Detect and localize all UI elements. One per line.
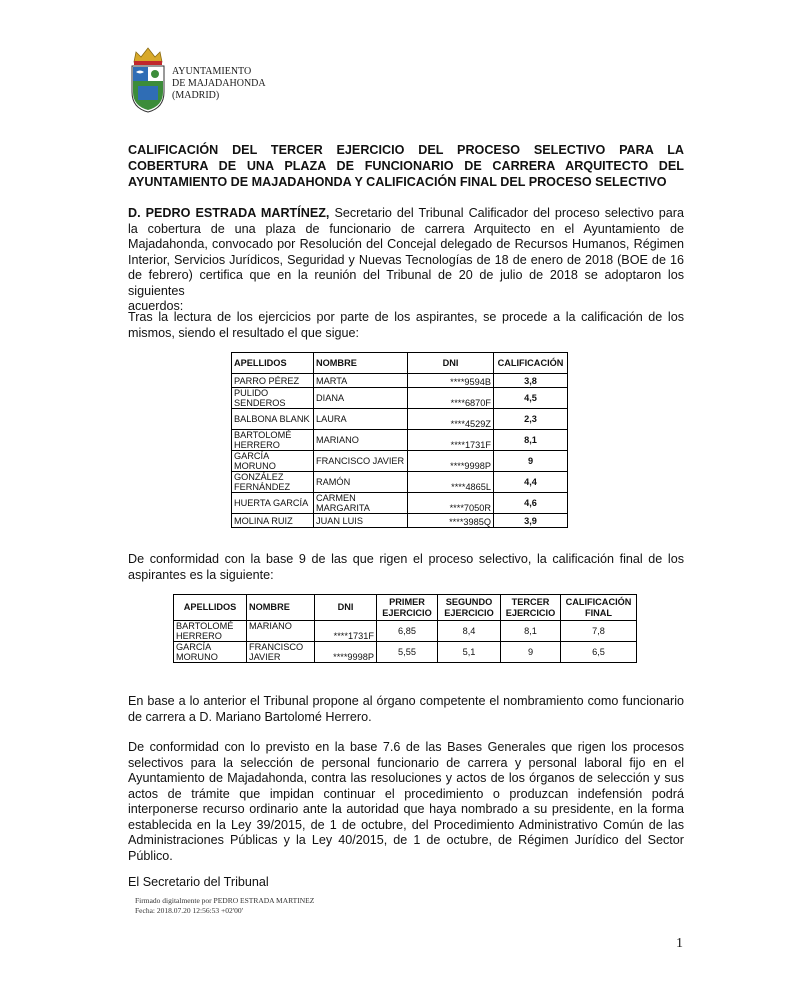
paragraph-line: selectivos para la selección de personal funcionario de carrera y personal laboral fijo en el: [128, 755, 684, 770]
apellidos-cell: BARTOLOMÉ HERRERO: [232, 430, 314, 451]
calificacion-cell: 9: [494, 451, 568, 472]
paragraph-line: Tras la lectura de los ejercicios por parte de los aspirantes, se procede a la calificación de los: [128, 310, 684, 324]
dni-cell: ****7050R: [408, 493, 494, 514]
proposal-paragraph: [128, 694, 684, 725]
apellidos-cell: PULIDO SENDEROS: [232, 388, 314, 409]
intro-text: la cobertura de una plaza de funcionario de carrera Arquitecto en el Ayuntamiento de: [128, 221, 684, 236]
table-row: [174, 621, 637, 642]
intro-text: Majadahonda, convocado por Resolución del Concejal delegado de Recursos Humanos, Régimen: [128, 237, 684, 251]
intro-paragraph: [128, 206, 684, 315]
signature-date: Fecha: 2018.07.20 12:56:53 +02'00': [135, 906, 243, 915]
column-header: NOMBRE: [247, 595, 315, 621]
paragraph-line: En base a lo anterior el Tribunal propone al órgano competente el nombramiento como funcionario: [128, 694, 684, 708]
intro-text: de febrero) certifica que en la reunión del Tribunal de 20 de julio de 2018 se adoptaron los siguientes: [128, 268, 684, 298]
apellidos-cell: GONZÁLEZ FERNÁNDEZ: [232, 472, 314, 493]
organization-name: [172, 66, 266, 102]
coat-of-arms-logo: [128, 44, 168, 114]
table-row: [232, 430, 568, 451]
first-exercise-cell: 5,55: [377, 642, 438, 663]
column-header: APELLIDOS: [174, 595, 247, 621]
calificacion-cell: 4,5: [494, 388, 568, 409]
nombre-cell: MARIANO: [247, 621, 315, 642]
calificacion-cell: 4,4: [494, 472, 568, 493]
dni-cell: ****1731F: [315, 621, 377, 642]
legal-paragraph: [128, 740, 684, 864]
column-header: APELLIDOS: [232, 353, 314, 374]
nombre-cell: RAMÓN: [314, 472, 408, 493]
third-exercise-cell: 8,1: [501, 621, 561, 642]
nombre-cell: FRANCISCO JAVIER: [247, 642, 315, 663]
title-line: CALIFICACIÓN DEL TERCER EJERCICIO DEL PROCESO SELECTIVO PARA LA: [128, 143, 684, 157]
paragraph-line: establecida en la Ley 39/2015, de 1 de octubre, del Procedimiento Administrativo Común de las: [128, 817, 684, 832]
column-header: CALIFICACIÓN: [494, 353, 568, 374]
final-grade-cell: 7,8: [561, 621, 637, 642]
paragraph-line: Ayuntamiento de Majadahonda, contra las resoluciones y actos de los órganos de selección y sus: [128, 771, 684, 785]
table-header-row: [232, 353, 568, 374]
org-line-2: DE MAJADAHONDA: [172, 78, 266, 89]
paragraph-line: De conformidad con la base 9 de las que rigen el proceso selectivo, la calificación final de los: [128, 552, 684, 566]
column-header: DNI: [408, 353, 494, 374]
apellidos-cell: MOLINA RUIZ: [232, 514, 314, 528]
column-header: TERCER EJERCICIO: [501, 595, 561, 621]
paragraph-line: Administraciones Públicas y la Ley 40/2015, de 1 de octubre, de Régimen Jurídico del Sector: [128, 833, 684, 847]
nombre-cell: FRANCISCO JAVIER: [314, 451, 408, 472]
page-number: 1: [676, 936, 683, 951]
apellidos-cell: BARTOLOMÉ HERRERO: [174, 621, 247, 642]
column-header: DNI: [315, 595, 377, 621]
dni-cell: ****6870F: [408, 388, 494, 409]
nombre-cell: DIANA: [314, 388, 408, 409]
column-header: NOMBRE: [314, 353, 408, 374]
column-header: CALIFICACIÓN FINAL: [561, 595, 637, 621]
dni-cell: ****9594B: [408, 374, 494, 388]
dni-cell: ****9998P: [315, 642, 377, 663]
paragraph-line: Público.: [128, 848, 173, 863]
paragraph-line: mismos, siendo el resultado el que sigue:: [128, 325, 360, 340]
table-row: [232, 374, 568, 388]
nombre-cell: MARTA: [314, 374, 408, 388]
org-line-1: AYUNTAMIENTO: [172, 66, 252, 77]
dni-cell: ****3985Q: [408, 514, 494, 528]
signature-role: El Secretario del Tribunal: [128, 875, 269, 889]
org-line-3: (MADRID): [172, 90, 220, 101]
dni-cell: ****1731F: [408, 430, 494, 451]
paragraph-line: aspirantes es la siguiente:: [128, 567, 274, 582]
third-exercise-cell: 9: [501, 642, 561, 663]
apellidos-cell: BALBONA BLANK: [232, 409, 314, 430]
intro-text: Interior, Servicios Jurídicos, Seguridad y Nuevas Tecnologías de 18 de enero de 2018 (BOE de 16: [128, 252, 684, 267]
paragraph-line: actos de trámite que impidan continuar el procedimiento o produzcan indefensión podrá: [128, 786, 684, 801]
paragraph-line: De conformidad con lo previsto en la base 7.6 de las Bases Generales que rigen los procesos: [128, 740, 684, 754]
column-header: PRIMER EJERCICIO: [377, 595, 438, 621]
results-intro-paragraph: [128, 310, 684, 341]
calificacion-cell: 4,6: [494, 493, 568, 514]
first-exercise-cell: 6,85: [377, 621, 438, 642]
document-title: [128, 142, 684, 190]
intro-text: acuerdos:: [128, 299, 184, 313]
table-row: [232, 472, 568, 493]
apellidos-cell: PARRO PÉREZ: [232, 374, 314, 388]
final-grade-cell: 6,5: [561, 642, 637, 663]
table-row: [174, 642, 637, 663]
secretary-name: D. PEDRO ESTRADA MARTÍNEZ,: [128, 206, 330, 220]
apellidos-cell: GARCÍA MORUNO: [174, 642, 247, 663]
paragraph-line: de carrera a D. Mariano Bartolomé Herrero.: [128, 709, 372, 724]
second-exercise-cell: 5,1: [438, 642, 501, 663]
intro-text: Secretario del Tribunal Calificador del proceso selectivo para: [329, 206, 684, 220]
table-row: [232, 388, 568, 409]
nombre-cell: CARMEN MARGARITA: [314, 493, 408, 514]
table-row: [232, 493, 568, 514]
title-line: COBERTURA DE UNA PLAZA DE FUNCIONARIO DE CARRERA ARQUITECTO DEL: [128, 159, 684, 173]
second-exercise-cell: 8,4: [438, 621, 501, 642]
third-exercise-results-table: [231, 352, 568, 528]
column-header: SEGUNDO EJERCICIO: [438, 595, 501, 621]
calificacion-cell: 3,8: [494, 374, 568, 388]
nombre-cell: MARIANO: [314, 430, 408, 451]
final-results-table: [173, 594, 637, 663]
calificacion-cell: 3,9: [494, 514, 568, 528]
signed-by: Firmado digitalmente por PEDRO ESTRADA MARTINEZ: [135, 896, 315, 905]
dni-cell: ****9998P: [408, 451, 494, 472]
table-row: [232, 409, 568, 430]
final-results-intro-paragraph: [128, 552, 684, 583]
nombre-cell: LAURA: [314, 409, 408, 430]
title-line: AYUNTAMIENTO DE MAJADAHONDA Y CALIFICACIÓN FINAL DEL PROCESO SELECTIVO: [128, 175, 667, 189]
table-header-row: [174, 595, 637, 621]
dni-cell: ****4529Z: [408, 409, 494, 430]
dni-cell: ****4865L: [408, 472, 494, 493]
apellidos-cell: HUERTA GARCÍA: [232, 493, 314, 514]
calificacion-cell: 2,3: [494, 409, 568, 430]
calificacion-cell: 8,1: [494, 430, 568, 451]
apellidos-cell: GARCÍA MORUNO: [232, 451, 314, 472]
nombre-cell: JUAN LUIS: [314, 514, 408, 528]
digital-signature: [135, 896, 314, 916]
paragraph-line: interponerse recurso ordinario ante la autoridad que haya nombrado a su presidente, en la forma: [128, 802, 684, 816]
table-row: [232, 514, 568, 528]
table-row: [232, 451, 568, 472]
